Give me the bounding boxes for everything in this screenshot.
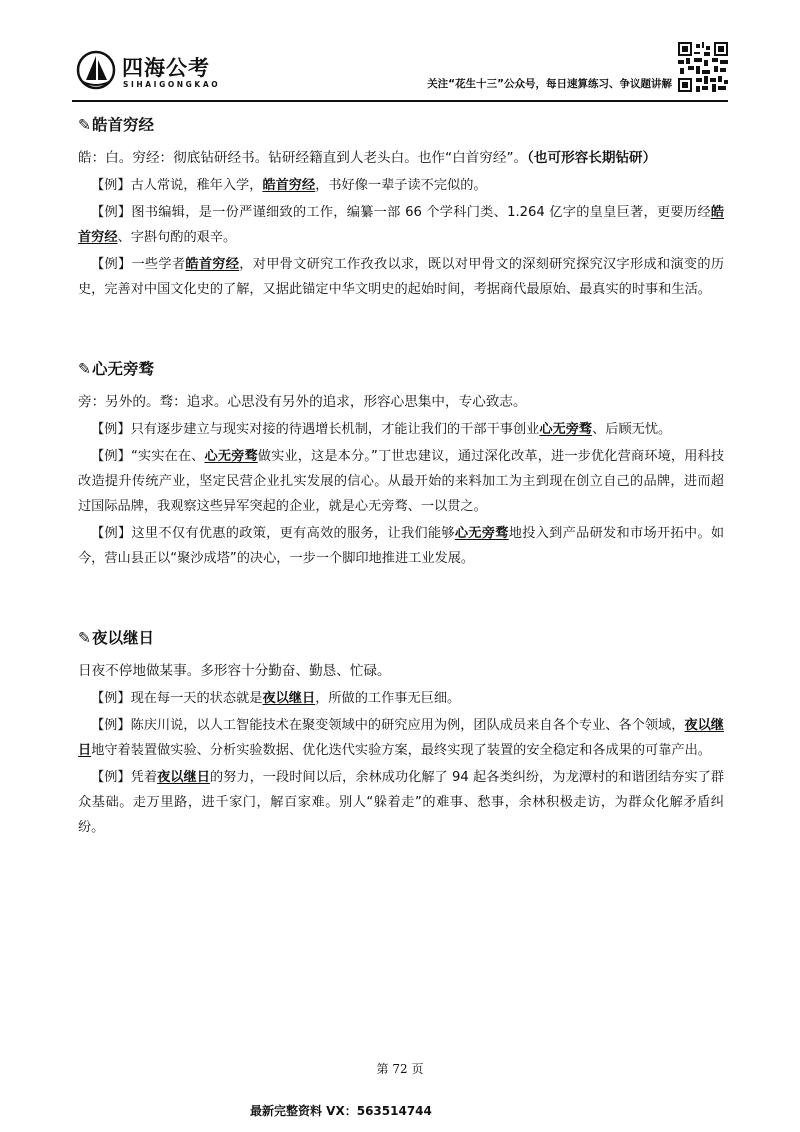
- example-keyword: 心无旁骛: [539, 422, 593, 437]
- example-text: ，所做的工作事无巨细。: [315, 691, 461, 706]
- header-slogan: 关注“花生十三”公众号，每日速算练习、争议题讲解: [427, 78, 672, 90]
- example-keyword: 夜以继日: [157, 770, 210, 785]
- example-label: 【例】: [91, 770, 131, 785]
- example-text: 做实业，这是本分。”丁世忠建议，通过深化改革，进一步优化营商环境，用科技改造提升传统产业，坚定民营企业扎实发展的信心。从最开始的来料加工为主到现在创立自己的品牌，进而超过国际品牌，我观察这些异军突起的企业，就是心无旁骛、一以贯之。: [78, 449, 725, 514]
- idiom-title: 夜以继日: [92, 629, 155, 647]
- example-keyword: 皓首穷经: [78, 205, 725, 245]
- example-paragraph: [78, 173, 724, 198]
- example-keyword: 夜以继日: [78, 718, 724, 758]
- idiom-section: [78, 354, 724, 571]
- document-content: [78, 110, 724, 840]
- example-text: 只有逐步建立与现实对接的待遇增长机制，才能让我们的干部干事创业: [130, 422, 540, 437]
- example-label: 【例】: [91, 205, 132, 220]
- pencil-icon: ✎: [78, 360, 91, 378]
- definition-text: 旁：另外的。骛：追求。心思没有另外的追求，形容心思集中，专心致志。: [78, 394, 527, 410]
- example-paragraph: [78, 444, 724, 519]
- example-paragraph: [78, 713, 724, 763]
- example-keyword: 心无旁骛: [454, 526, 509, 541]
- logo-subtitle: SIHAIGONGKAO: [123, 80, 221, 89]
- example-keyword: 皓首穷经: [262, 178, 316, 193]
- logo-name: 四海公考: [122, 56, 210, 80]
- idiom-definition: [78, 659, 724, 684]
- example-label: 【例】: [91, 526, 132, 541]
- example-text: 图书编辑，是一份严谨细致的工作，编纂一部 66 个学科门类、1.264 亿字的皇皇巨著，更要历经: [131, 205, 711, 220]
- example-label: 【例】: [91, 178, 131, 193]
- example-text: 这里不仅有优惠的政策，更有高效的服务，让我们能够: [131, 526, 455, 541]
- example-text: 地守着装置做实验、分析实验数据、优化迭代实验方案，最终实现了装置的安全稳定和各成果的可靠产出。: [91, 743, 711, 758]
- example-text: ，对甲骨文研究工作孜孜以求，既以对甲骨文的深刻研究探究汉字形成和演变的历史，完善对中国文化史的了解，又据此锚定中华文明史的起始时间，考据商代最原始、最真实的时事和生活。: [78, 257, 725, 297]
- idiom-title: 皓首穷经: [92, 116, 155, 134]
- example-label: 【例】: [91, 718, 131, 733]
- idiom-section: [78, 623, 724, 840]
- section-title: [78, 354, 724, 384]
- sailboat-logo-icon: [76, 50, 116, 90]
- example-keyword: 夜以继日: [262, 691, 316, 706]
- page-number: 第 72 页: [376, 1062, 424, 1076]
- footer-contact: 最新完整资料 VX：563514744: [250, 1104, 432, 1118]
- example-text: 一些学者: [131, 257, 186, 272]
- page-header: [72, 40, 728, 102]
- example-label: 【例】: [91, 422, 131, 437]
- pencil-icon: ✎: [78, 116, 91, 134]
- example-text: 古人常说，稚年入学，: [130, 178, 263, 193]
- idiom-section: [78, 110, 724, 302]
- example-text: 、后顾无忧。: [592, 422, 672, 437]
- idiom-definition: [78, 390, 724, 415]
- example-paragraph: [78, 417, 724, 442]
- example-text: “实实在在、: [130, 449, 205, 464]
- example-paragraph: [78, 765, 724, 840]
- example-label: 【例】: [91, 257, 132, 272]
- qr-code-icon: [678, 42, 728, 92]
- brand-logo: [76, 48, 256, 94]
- example-text: 地投入到产品研发和市场开拓中。如今，营山县正以“聚沙成塔”的决心，一步一个脚印地推进工业发展。: [78, 526, 725, 566]
- example-text: 凭着: [130, 770, 158, 785]
- example-label: 【例】: [91, 449, 131, 464]
- example-text: 现在每一天的状态就是: [130, 691, 263, 706]
- idiom-definition: [78, 146, 724, 171]
- example-paragraph: [78, 686, 724, 711]
- definition-text: 日夜不停地做某事。多形容十分勤奋、勤恳、忙碌。: [78, 663, 391, 679]
- example-text: 的努力，一段时间以后，余林成功化解了 94 起各类纠纷，为龙潭村的和谐团结夯实了群众基础。走万里路，进千家门，解百家难。别人“躲着走”的难事、愁事，余林积极走访，为群众化解矛盾纠纷。: [78, 770, 725, 835]
- example-text: 陈庆川说，以人工智能技术在聚变领域中的研究应用为例，团队成员来自各个专业、各个领域，: [130, 718, 685, 733]
- section-title: [78, 110, 724, 140]
- example-keyword: 皓首穷经: [185, 257, 240, 272]
- example-keyword: 心无旁骛: [204, 449, 258, 464]
- definition-note: （也可形容长期钻研）: [527, 150, 657, 166]
- definition-text: 皓：白。穷经：彻底钻研经书。钻研经籍直到人老头白。也作“白首穷经”。: [78, 150, 528, 166]
- example-text: 、字斟句酌的艰辛。: [117, 230, 237, 245]
- example-paragraph: [78, 252, 724, 302]
- pencil-icon: ✎: [78, 629, 91, 647]
- example-paragraph: [78, 200, 724, 250]
- idiom-title: 心无旁骛: [92, 360, 155, 378]
- example-text: ，书好像一辈子读不完似的。: [315, 178, 487, 193]
- example-label: 【例】: [91, 691, 131, 706]
- example-paragraph: [78, 521, 724, 571]
- section-title: [78, 623, 724, 653]
